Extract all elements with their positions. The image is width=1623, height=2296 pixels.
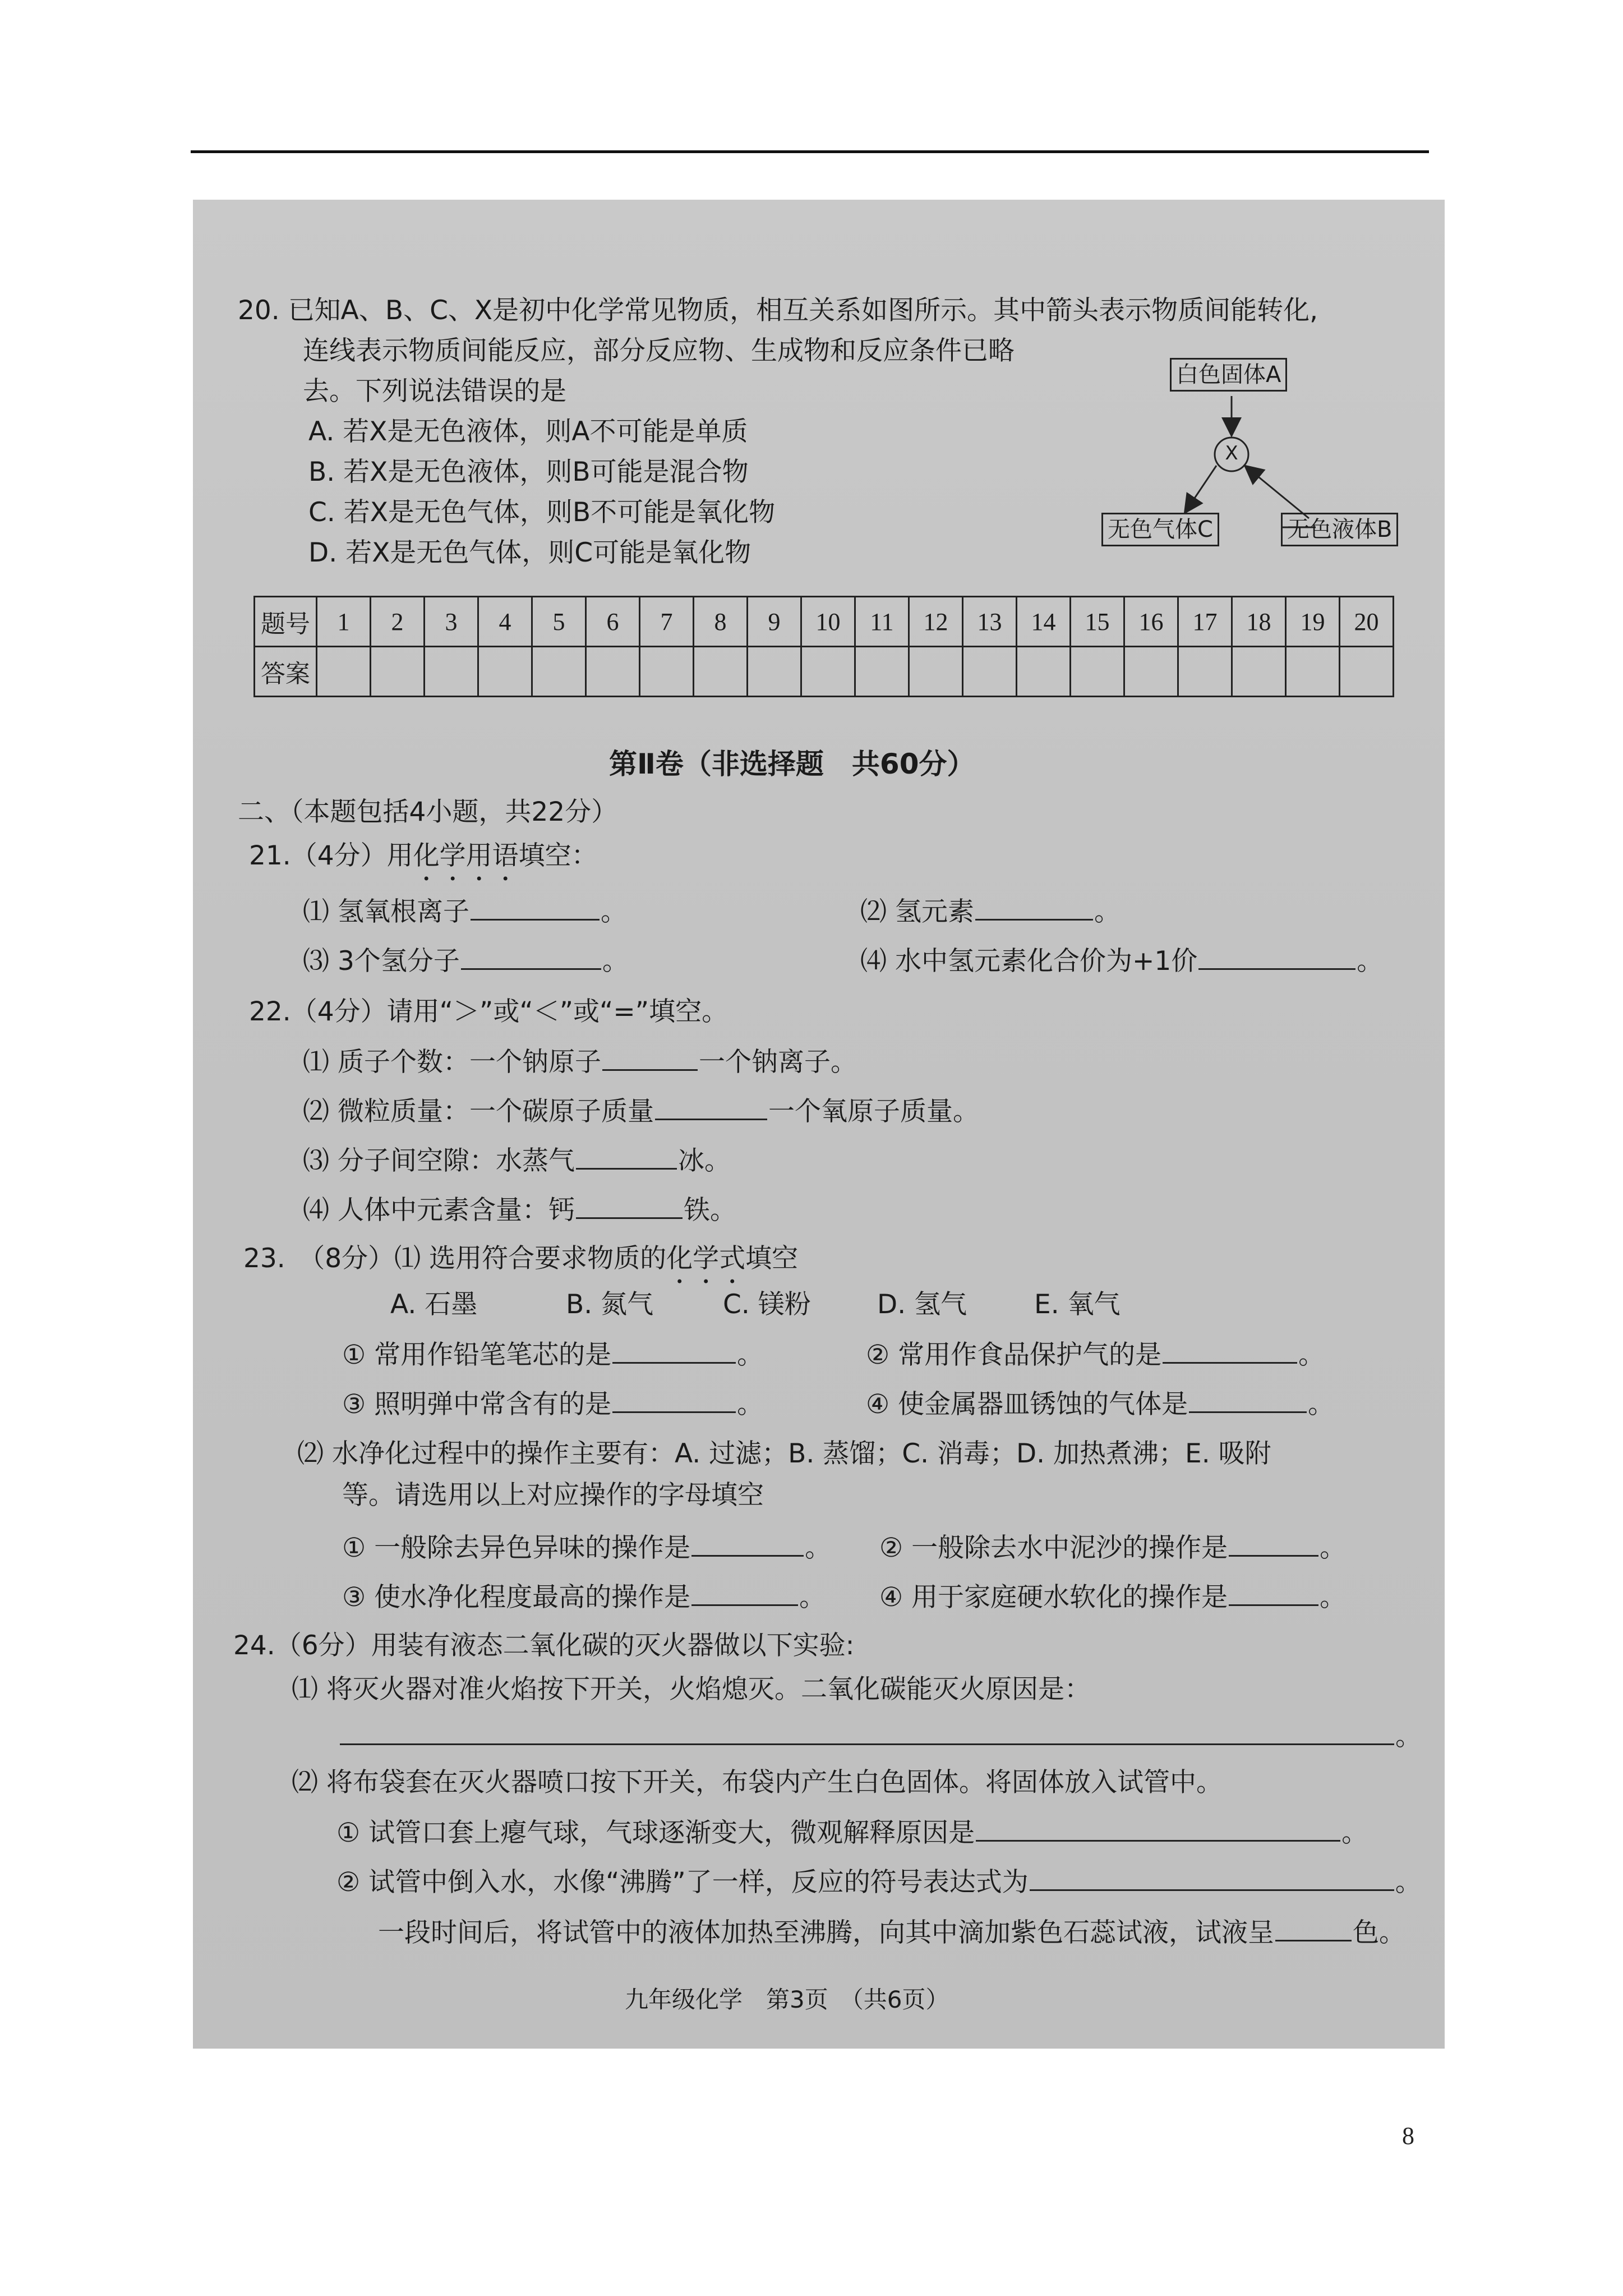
answer-cell[interactable] [1232, 647, 1286, 697]
q23-op4 [879, 1581, 1346, 1614]
period: 。 [1094, 896, 1121, 927]
q21-stem-prefix: 21.（4分）用 [249, 840, 413, 871]
q22-item4-blank[interactable] [576, 1195, 683, 1219]
q24-part2-sub3 [378, 1916, 1405, 1950]
q24-part2-sub3-text: 一段时间后，将试管中的液体加热至沸腾，向其中滴加紫色石蕊试液，试液呈 [378, 1917, 1274, 1948]
q23-op2-blank[interactable] [1229, 1533, 1318, 1557]
q23-part2-line2: 等。请选用以上对应操作的字母填空 [342, 1480, 764, 1511]
table-header-number: 题号 [255, 597, 317, 647]
answer-cell[interactable] [963, 647, 1017, 697]
table-number-cell: 16 [1124, 597, 1178, 647]
part2-title: 第Ⅱ卷（非选择题 共60分） [609, 748, 975, 780]
q23-choice-b: B. 氮气 [566, 1289, 654, 1320]
answer-cell[interactable] [801, 647, 855, 697]
table-number-cell: 19 [1286, 597, 1340, 647]
q23-sub4-blank[interactable] [1189, 1389, 1307, 1413]
answer-cell[interactable] [478, 647, 532, 697]
q23-op1 [342, 1531, 831, 1565]
q23-sub2-blank[interactable] [1163, 1340, 1297, 1364]
table-number-cell: 10 [801, 597, 855, 647]
q23-choice-e: E. 氧气 [1034, 1289, 1121, 1320]
q21-item3-text: ⑶ 3个氢分子 [303, 946, 460, 977]
q21-stem-emphasis: 化学用语 [413, 840, 519, 871]
period: 。 [1308, 1389, 1335, 1420]
q24-part1-blank[interactable] [340, 1721, 1394, 1745]
top-rule [191, 150, 1429, 153]
q21-item3-blank[interactable] [461, 946, 601, 970]
q23-choice-a: A. 石墨 [390, 1289, 478, 1320]
q23-part2-line1: ⑵ 水净化过程中的操作主要有：A. 过滤；B. 蒸馏；C. 消毒；D. 加热煮沸；E. 吸附 [297, 1438, 1271, 1469]
q20-stem-line3: 去。下列说法错误的是 [303, 376, 566, 407]
q22-item1-blank[interactable] [602, 1047, 698, 1071]
q24-part1-answer [339, 1720, 1422, 1754]
period: 。 [1320, 1582, 1347, 1613]
answer-cell[interactable] [532, 647, 586, 697]
q22-item2-tail: 一个氧原子质量。 [768, 1096, 979, 1127]
q23-op4-text: ④ 用于家庭硬水软化的操作是 [879, 1582, 1228, 1613]
q21-item2 [860, 895, 1121, 929]
q22-item3-blank[interactable] [576, 1145, 677, 1170]
q23-op1-blank[interactable] [691, 1533, 804, 1557]
answer-cell[interactable] [640, 647, 694, 697]
q21-item4 [860, 945, 1383, 978]
answer-cell[interactable] [909, 647, 963, 697]
q24-part2: ⑵ 将布袋套在灭火器喷口按下开关，布袋内产生白色固体。将固体放入试管中。 [292, 1767, 1223, 1798]
q23-sub4 [866, 1388, 1334, 1421]
table-number-cell: 11 [855, 597, 909, 647]
q23-stem-emphasis: 化学式 [666, 1243, 746, 1274]
q21-item1-text: ⑴ 氢氧根离子 [303, 896, 469, 927]
answer-cell[interactable] [586, 647, 640, 697]
page-number: 8 [1402, 2122, 1414, 2150]
q24-part2-sub2 [336, 1866, 1422, 1899]
table-number-cell: 3 [425, 597, 478, 647]
q20-option-b: B. 若X是无色液体，则B可能是混合物 [308, 457, 749, 487]
q21-item1-blank[interactable] [471, 896, 600, 921]
period: 。 [799, 1582, 826, 1613]
q21-item2-blank[interactable] [975, 896, 1093, 921]
q20-option-d: D. 若X是无色气体，则C可能是氧化物 [308, 537, 751, 568]
table-number-cell: 5 [532, 597, 586, 647]
answer-cell[interactable] [748, 647, 801, 697]
q22-item2-text: ⑵ 微粒质量：一个碳原子质量 [303, 1096, 654, 1127]
table-number-cell: 2 [371, 597, 425, 647]
q21-stem [249, 839, 598, 887]
page-footer: 九年级化学 第3页 （共6页） [625, 1986, 949, 2013]
q21-item2-text: ⑵ 氢元素 [860, 896, 974, 927]
table-number-cell: 18 [1232, 597, 1286, 647]
answer-cell[interactable] [425, 647, 478, 697]
table-number-cell: 4 [478, 597, 532, 647]
q22-item1 [303, 1046, 857, 1079]
q24-part2-sub3-tail: 色。 [1353, 1917, 1405, 1948]
period: 。 [805, 1533, 832, 1563]
q24-part2-sub2-text: ② 试管中倒入水，水像“沸腾”了一样，反应的符号表达式为 [336, 1867, 1029, 1898]
q20-option-c: C. 若X是无色气体，则B不可能是氧化物 [308, 497, 776, 528]
q24-part2-sub3-blank[interactable] [1275, 1917, 1352, 1941]
answer-cell[interactable] [371, 647, 425, 697]
q22-item1-text: ⑴ 质子个数：一个钠原子 [303, 1047, 601, 1078]
answer-cell[interactable] [855, 647, 909, 697]
q23-sub3-text: ③ 照明弹中常含有的是 [342, 1389, 612, 1420]
period: 。 [1298, 1340, 1325, 1370]
q22-item2-blank[interactable] [655, 1096, 767, 1120]
period: 。 [737, 1389, 764, 1420]
q24-part1: ⑴ 将灭火器对准火焰按下开关，火焰熄灭。二氧化碳能灭火原因是： [292, 1674, 1091, 1705]
q24-part2-sub1 [336, 1816, 1368, 1850]
q23-op2-text: ② 一般除去水中泥沙的操作是 [879, 1533, 1228, 1563]
q22-item3-tail: 冰。 [677, 1145, 731, 1176]
q23-sub3 [342, 1388, 763, 1421]
table-number-cell: 17 [1178, 597, 1232, 647]
section2-heading: 二、（本题包括4小题，共22分） [238, 797, 618, 827]
table-number-cell: 13 [963, 597, 1017, 647]
q22-stem: 22.（4分）请用“＞”或“＜”或“=”填空。 [249, 996, 728, 1027]
answer-cell[interactable] [1124, 647, 1178, 697]
q20-stem-line1: 20. 已知A、B、C、X是初中化学常见物质，相互关系如图所示。其中箭头表示物质间能转化, [238, 295, 1318, 326]
table-number-cell: 14 [1017, 597, 1071, 647]
diagram-node-x: X [1225, 442, 1238, 464]
q20-stem-line2: 连线表示物质间能反应，部分反应物、生成物和反应条件已略 [303, 335, 1015, 366]
q20-option-a: A. 若X是无色液体，则A不可能是单质 [308, 416, 748, 447]
table-number-cell: 7 [640, 597, 694, 647]
period: 。 [1395, 1721, 1422, 1752]
q23-op3-text: ③ 使水净化程度最高的操作是 [342, 1582, 691, 1613]
answer-table-number-row [255, 597, 1394, 647]
answer-cell[interactable] [1340, 647, 1394, 697]
q21-item3 [303, 945, 629, 978]
q23-sub4-text: ④ 使金属器皿锈蚀的气体是 [866, 1389, 1188, 1420]
table-number-cell: 15 [1071, 597, 1124, 647]
q23-stem [243, 1242, 798, 1290]
period: 。 [602, 946, 629, 977]
q22-item4-text: ⑷ 人体中元素含量：钙 [303, 1195, 575, 1226]
answer-cell[interactable] [1286, 647, 1340, 697]
exam-photo [193, 200, 1445, 2049]
answer-cell[interactable] [1017, 647, 1071, 697]
period: 。 [1357, 946, 1384, 977]
q22-item2 [303, 1095, 979, 1129]
q22-item3-text: ⑶ 分子间空隙：水蒸气 [303, 1145, 575, 1176]
q20-relation-diagram [1101, 350, 1415, 559]
period: 。 [1341, 1818, 1368, 1848]
q23-op1-text: ① 一般除去异色异味的操作是 [342, 1533, 691, 1563]
q23-sub3-blank[interactable] [612, 1389, 736, 1413]
q23-sub2 [866, 1338, 1325, 1372]
q24-part2-sub2-blank[interactable] [1030, 1867, 1394, 1891]
table-number-cell: 8 [694, 597, 748, 647]
q23-stem-suffix: 填空 [745, 1243, 799, 1274]
q23-sub1-blank[interactable] [612, 1340, 736, 1364]
diagram-box-c: 无色气体C [1101, 513, 1219, 546]
q23-sub1 [342, 1338, 763, 1372]
q22-item4 [303, 1194, 736, 1227]
q24-part2-sub1-text: ① 试管口套上瘪气球，气球逐渐变大，微观解释原因是 [336, 1818, 975, 1848]
q22-item3 [303, 1144, 731, 1178]
answer-table-answer-row [255, 647, 1394, 697]
answer-cell[interactable] [694, 647, 748, 697]
q23-op2 [879, 1531, 1346, 1565]
q23-op3 [342, 1581, 826, 1614]
q24-part2-sub1-blank[interactable] [976, 1818, 1340, 1842]
q23-sub2-text: ② 常用作食品保护气的是 [866, 1340, 1162, 1370]
q24-stem: 24.（6分）用装有液态二氧化碳的灭火器做以下实验: [233, 1630, 855, 1661]
answer-cell[interactable] [1178, 647, 1232, 697]
q23-choice-d: D. 氢气 [877, 1289, 967, 1320]
table-number-cell: 1 [317, 597, 371, 647]
period: 。 [737, 1340, 764, 1370]
period: 。 [600, 896, 627, 927]
q21-item4-text: ⑷ 水中氢元素化合价为+1价 [860, 946, 1198, 977]
q23-op4-blank[interactable] [1229, 1582, 1318, 1606]
answer-cell[interactable] [1071, 647, 1124, 697]
q21-stem-suffix: 填空： [518, 840, 598, 871]
answer-table [253, 596, 1394, 697]
table-number-cell: 6 [586, 597, 640, 647]
period: 。 [1320, 1533, 1347, 1563]
q23-choice-c: C. 镁粉 [723, 1289, 811, 1320]
q23-stem-prefix: 23. （8分）⑴ 选用符合要求物质的 [243, 1243, 667, 1274]
period: 。 [1395, 1867, 1422, 1898]
table-header-answer: 答案 [255, 647, 317, 697]
table-number-cell: 20 [1340, 597, 1394, 647]
q23-sub1-text: ① 常用作铅笔笔芯的是 [342, 1340, 612, 1370]
diagram-box-a: 白色固体A [1170, 358, 1287, 392]
q23-op3-blank[interactable] [691, 1582, 798, 1606]
table-number-cell: 9 [748, 597, 801, 647]
diagram-box-b: 无色液体B [1281, 513, 1398, 546]
q21-item4-blank[interactable] [1198, 946, 1355, 970]
q22-item1-tail: 一个钠离子。 [698, 1047, 857, 1078]
answer-cell[interactable] [317, 647, 371, 697]
table-number-cell: 12 [909, 597, 963, 647]
q21-item1 [303, 895, 627, 929]
q22-item4-tail: 铁。 [683, 1195, 736, 1226]
